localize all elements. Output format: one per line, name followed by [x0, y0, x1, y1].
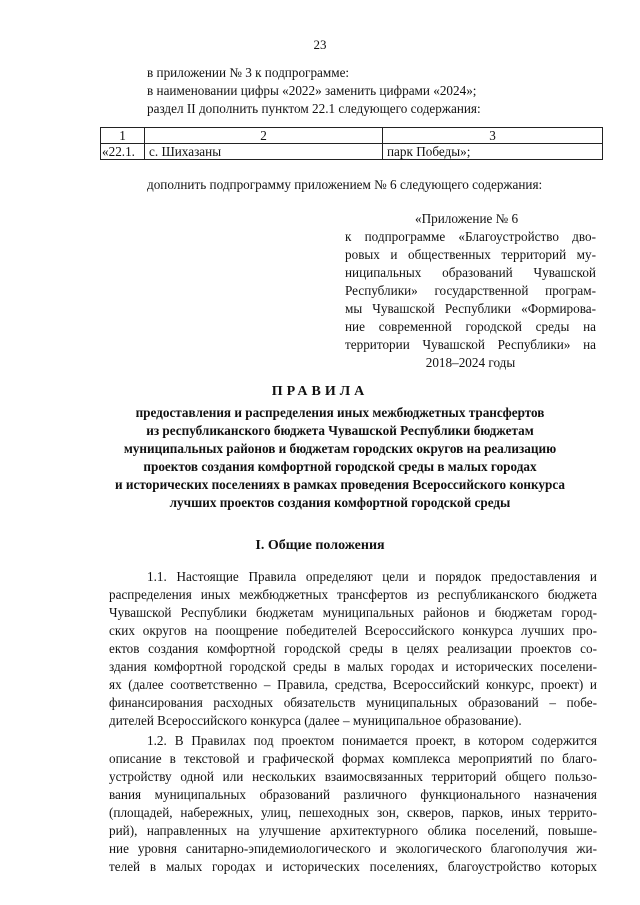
table-header-cell: 3 [383, 128, 603, 144]
table-header-cell: 2 [145, 128, 383, 144]
table-header-cell: 1 [101, 128, 145, 144]
paragraph-line: распределения иных межбюджетных трансфертов из республиканского бюджета [109, 587, 597, 602]
appendix-line: 2018–2024 годы [425, 355, 516, 370]
paragraph-line: вания муниципальных образований различного функционального назначения [109, 787, 597, 802]
paragraph-line: ние уровня санитарно-эпидемиологического и экологического благополучия жи- [109, 841, 597, 856]
paragraph-line: здания комфортной городской среды в малых городах и исторических поселени- [109, 659, 597, 674]
page-number: 23 [313, 37, 327, 52]
rules-subtitle-line: лучших проектов создания комфортной городской среды [169, 495, 511, 510]
paragraph-line: ских округов на поощрение победителей Всероссийского конкурса лучших про- [109, 623, 597, 638]
paragraph-line: 1.2. В Правилах под проектом понимается проект, в котором содержится [147, 733, 597, 748]
rules-title: ПРАВИЛА [271, 384, 369, 399]
section-title: I. Общие положения [255, 538, 385, 553]
insert-table [100, 127, 603, 160]
intro-line: в приложении № 3 к подпрограмме: [147, 65, 350, 80]
paragraph-line: дителей Всероссийского конкурса (далее – муниципальное образование). [109, 713, 522, 728]
paragraph-line: (площадей, набережных, улиц, пешеходных зон, скверов, парков, иных террито- [109, 805, 597, 820]
table-row [101, 144, 603, 160]
rules-subtitle-line: и исторических поселениях в рамках проведения Всероссийского конкурса [115, 477, 565, 492]
add-appendix-line: дополнить подпрограмму приложением № 6 следующего содержания: [147, 177, 543, 192]
appendix-line: Республики» государственной програм- [345, 283, 596, 298]
intro-line: раздел II дополнить пунктом 22.1 следующего содержания: [147, 101, 481, 116]
appendix-line: ровых и общественных территорий му- [345, 247, 596, 262]
intro-line: в наименовании цифры «2022» заменить цифрами «2024»; [147, 83, 477, 98]
paragraph-line: устройству одной или нескольких взаимосвязанных территорий общего пользо- [109, 769, 597, 784]
appendix-line: ниципальных образований Чувашской [345, 265, 596, 280]
appendix-line: к подпрограмме «Благоустройство дво- [345, 229, 596, 244]
appendix-line: ние современной городской среды на [345, 319, 596, 334]
appendix-line: территории Чувашской Республики» на [345, 337, 596, 352]
rules-subtitle-line: предоставления и распределения иных межбюджетных трансфертов [135, 405, 545, 420]
paragraph-line: ях (далее соответственно – Правила, средства, Всероссийский конкурс, проект) и [109, 677, 597, 692]
paragraph-line: финансирования расходных обязательств муниципальных образований – побе- [109, 695, 597, 710]
paragraph-line: рий), направленных на улучшение архитектурного облика поселений, повыше- [109, 823, 597, 838]
paragraph-line: описание в текстовой и графической формах комплекса мероприятий по благо- [109, 751, 597, 766]
rules-subtitle-line: проектов создания комфортной городской среды в малых городах [143, 459, 537, 474]
paragraph-line: телей в малых городах и исторических поселениях, благоустройство которых [109, 859, 597, 874]
appendix-line: мы Чувашской Республики «Формирова- [345, 301, 596, 316]
appendix-heading: «Приложение № 6 [415, 211, 519, 226]
paragraph-line: 1.1. Настоящие Правила определяют цели и порядок предоставления и [147, 569, 597, 584]
table-cell: парк Победы»; [383, 144, 603, 160]
table-cell: с. Шихазаны [145, 144, 383, 160]
paragraph-line: Чувашской Республики бюджетам муниципальных районов и бюджетам город- [109, 605, 597, 620]
paragraph-line: ектов создания комфортной городской среды в целях реализации проектов со- [109, 641, 597, 656]
rules-subtitle-line: из республиканского бюджета Чувашской Республики бюджетам [146, 423, 534, 438]
rules-subtitle-line: муниципальных районов и бюджетам городских округов на реализацию [123, 441, 557, 456]
table-header-row [101, 128, 603, 144]
table-cell: «22.1. [101, 144, 145, 160]
